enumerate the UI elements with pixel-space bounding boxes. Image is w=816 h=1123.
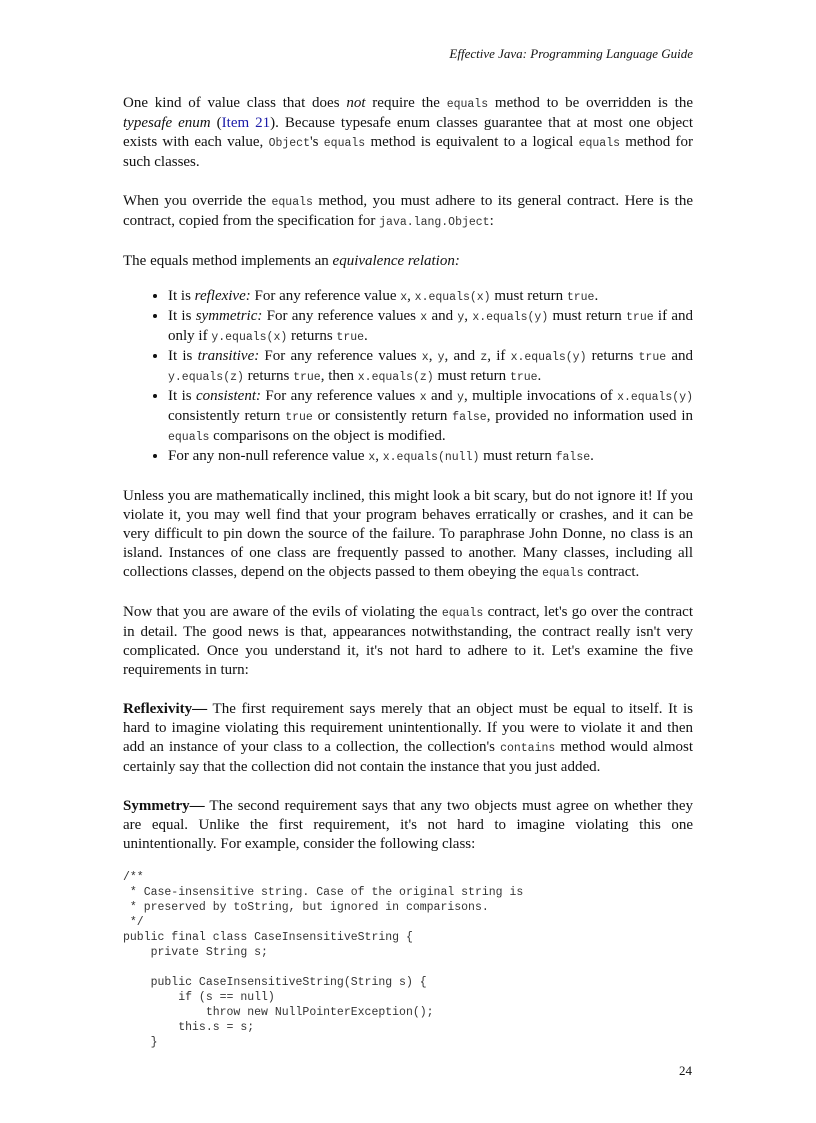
- page-number: 24: [679, 1063, 692, 1078]
- contract-item-transitive: • It is transitive: For any reference values x, y, and z, if x.equals(y) returns true and y.equals(z) returns true, then x.equals(z) must return true.: [168, 347, 693, 387]
- contract-item-consistent: • It is consistent: For any reference values x and y, multiple invocations of x.equals(y) consistently return true or consistently return false, provided no information used in equals comparisons on the object is modified.: [168, 387, 693, 447]
- paragraph-typesafe-enum: One kind of value class that does not require the equals method to be overridden is the typesafe enum (Item 21). Because typesafe enum classes guarantee that at most one object exists with each value, Object's equals method is equivalent to a logical equals method for such classes.: [123, 95, 694, 170]
- equals-contract-list: [123, 287, 693, 467]
- paragraph-contract-detail: Now that you are aware of the evils of violating the equals contract, let's go over the contract in detail. The good news is that, appearances notwithstanding, the contract really isn't very complicated. Once you understand it, it's not hard to adhere to it. Let's examine the five requirements in turn:: [123, 604, 693, 678]
- paragraph-reflexivity: Reflexivity— The first requirement says merely that an object must be equal to itself. It is hard to imagine violating this requirement unintentionally. If you were to violate it and then add an instance of your class to a collection, the collection's contains method would almost certainly say that the collection did not contain the instance that you just added.: [123, 701, 693, 775]
- code-listing-case-insensitive-string: /** * Case-insensitive string. Case of the original string is * preserved by toString, but ignored in comparisons. */ public final class CaseInsensitiveString { private String s; public CaseInsensitiveString(String s) { if (s == null) throw new NullPointerException(); this.s = s; }: [123, 871, 524, 1049]
- paragraph-symmetry: Symmetry— The second requirement says that any two objects must agree on whether they are equal. Unlike the first requirement, it's not hard to imagine violating this one unintentionally. For example, consider the following class:: [123, 798, 693, 852]
- contract-item-non-null: • For any non-null reference value x, x.equals(null) must return false.: [168, 447, 693, 467]
- contract-item-reflexive: • It is reflexive: For any reference value x, x.equals(x) must return true.: [168, 287, 693, 307]
- page-body: [123, 94, 693, 1050]
- paragraph-scary-warning: Unless you are mathematically inclined, this might look a bit scary, but do not ignore it! If you violate it, you may well find that your program behaves erratically or crashes, and it can be very difficult to pin down the source of the failure. To paraphrase John Donne, no class is an island. Instances of one class are frequently passed to another. Many classes, including all collections classes, depend on the objects passed to them obeying the equals contract.: [123, 488, 693, 580]
- running-header: Effective Java: Programming Language Guide: [449, 46, 693, 61]
- contract-item-symmetric: • It is symmetric: For any reference values x and y, x.equals(y) must return true if and only if y.equals(x) returns true.: [168, 307, 693, 347]
- item-21-link[interactable]: Item 21: [221, 115, 271, 131]
- paragraph-override-equals: When you override the equals method, you must adhere to its general contract. Here is the contract, copied from the specification for java.lang.Object:: [123, 193, 693, 229]
- paragraph-equivalence-relation: The equals method implements an equivalence relation:: [123, 253, 460, 269]
